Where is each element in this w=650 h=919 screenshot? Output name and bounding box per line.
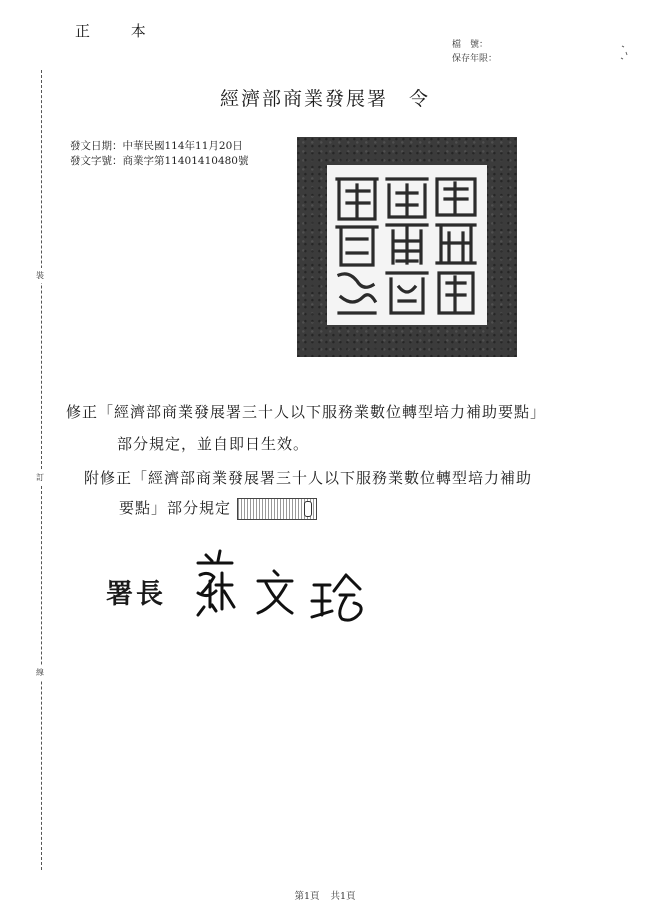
page-total: 共1頁 xyxy=(330,891,356,902)
original-copy-mark: 正 本 xyxy=(75,22,164,40)
binding-mark-xian: 線 xyxy=(36,665,44,680)
file-metadata xyxy=(452,38,497,66)
file-number-label: 檔 號： xyxy=(452,40,489,50)
issue-date: 發文日期：中華民國114年11月20日 xyxy=(70,140,243,152)
official-seal xyxy=(297,137,517,357)
issue-number: 發文字號：商業字第11401410480號 xyxy=(70,155,249,167)
order-text-line-1: 修正「經濟部商業發展署三十人以下服務業數位轉型培力補助要點」 xyxy=(66,403,547,421)
page-footer xyxy=(0,888,650,902)
attachment-stamp xyxy=(237,498,317,520)
binding-mark-ding: 訂 xyxy=(36,470,44,485)
handwritten-signature xyxy=(186,545,386,625)
page-number: 第1頁 xyxy=(294,891,320,902)
attachment-text-line-2 xyxy=(119,497,317,520)
signatory-title: 署長 xyxy=(106,579,166,610)
order-text-line-2: 部分規定，並自即日生效。 xyxy=(117,435,310,453)
retention-period-label: 保存年限： xyxy=(452,54,498,64)
agency-order-title: 經濟部商業發展署 令 xyxy=(219,88,430,110)
scan-speck xyxy=(618,42,632,64)
seal-calligraphy-graphic xyxy=(327,165,487,325)
attachment-text-line-1: 附修正「經濟部商業發展署三十人以下服務業數位轉型培力補助 xyxy=(84,469,533,487)
attachment-text: 要點」部分規定 xyxy=(119,499,232,517)
binding-mark-zhuang: 裝 xyxy=(36,268,44,283)
